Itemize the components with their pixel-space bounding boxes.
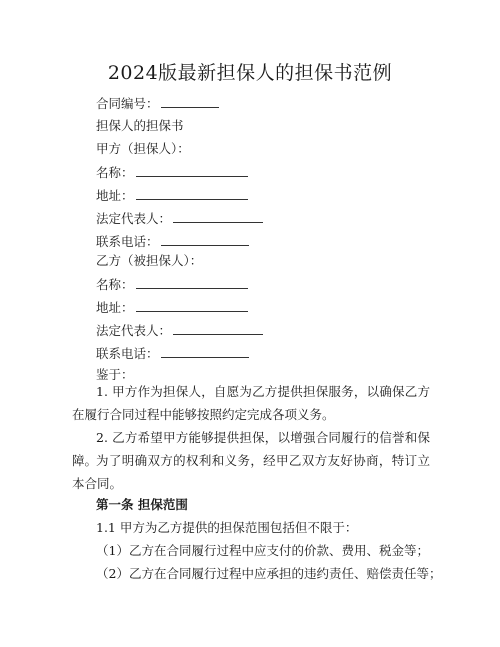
clause-1: 1. 甲方作为担保人，自愿为乙方提供担保服务，以确保乙方在履行合同过程中能够按照约定完成各项义务。 — [72, 384, 430, 422]
party-a-phone-label: 联系电话： — [96, 234, 159, 249]
party-b-address-blank — [136, 299, 248, 312]
party-a-address-line — [96, 187, 248, 204]
party-a-name-label: 名称： — [96, 165, 134, 180]
party-a-heading: 甲方（担保人）： — [96, 141, 190, 156]
document-title: 2024版最新担保人的担保书范例 — [107, 62, 393, 84]
intro-paragraph: 为了明确双方的权利和义务，经甲乙双方友好协商，特订立本合同。 — [72, 453, 430, 491]
contract-number-label: 合同编号： — [96, 96, 159, 111]
party-a-address-label: 地址： — [96, 188, 134, 203]
party-a-rep-line — [96, 210, 263, 227]
party-a-address-blank — [136, 187, 248, 200]
article-1-item-1-1: 1.1 甲方为乙方提供的担保范围包括但不限于： — [96, 520, 358, 535]
party-b-address-label: 地址： — [96, 300, 134, 315]
party-b-name-blank — [136, 276, 248, 289]
clause-2: 2. 乙方希望甲方能够提供担保，以增强合同履行的信誉和保障。 — [72, 430, 430, 468]
article-1-heading: 第一条 担保范围 — [96, 497, 188, 512]
party-b-phone-line — [96, 345, 249, 362]
whereas-label: 鉴于： — [96, 367, 134, 382]
contract-number-blank — [161, 95, 219, 108]
party-a-phone-blank — [161, 233, 249, 246]
party-a-name-blank — [136, 164, 248, 177]
party-b-name-label: 名称： — [96, 277, 134, 292]
article-1-sub-2: （2）乙方在合同履行过程中应承担的违约责任、赔偿责任等； — [96, 566, 442, 581]
party-a-rep-blank — [173, 210, 263, 223]
article-1-sub-1: （1）乙方在合同履行过程中应支付的价款、费用、税金等； — [96, 543, 429, 558]
party-b-phone-label: 联系电话： — [96, 346, 159, 361]
party-b-rep-line — [96, 322, 263, 339]
contract-number-line — [96, 95, 219, 112]
party-b-rep-blank — [173, 322, 263, 335]
party-a-rep-label: 法定代表人： — [96, 211, 172, 226]
party-a-name-line — [96, 164, 248, 181]
party-b-rep-label: 法定代表人： — [96, 323, 172, 338]
party-b-phone-blank — [161, 345, 249, 358]
party-a-phone-line — [96, 233, 249, 250]
party-b-name-line — [96, 276, 248, 293]
party-b-address-line — [96, 299, 248, 316]
party-b-heading: 乙方（被担保人）： — [96, 253, 203, 268]
document-subtitle: 担保人的担保书 — [96, 118, 184, 133]
